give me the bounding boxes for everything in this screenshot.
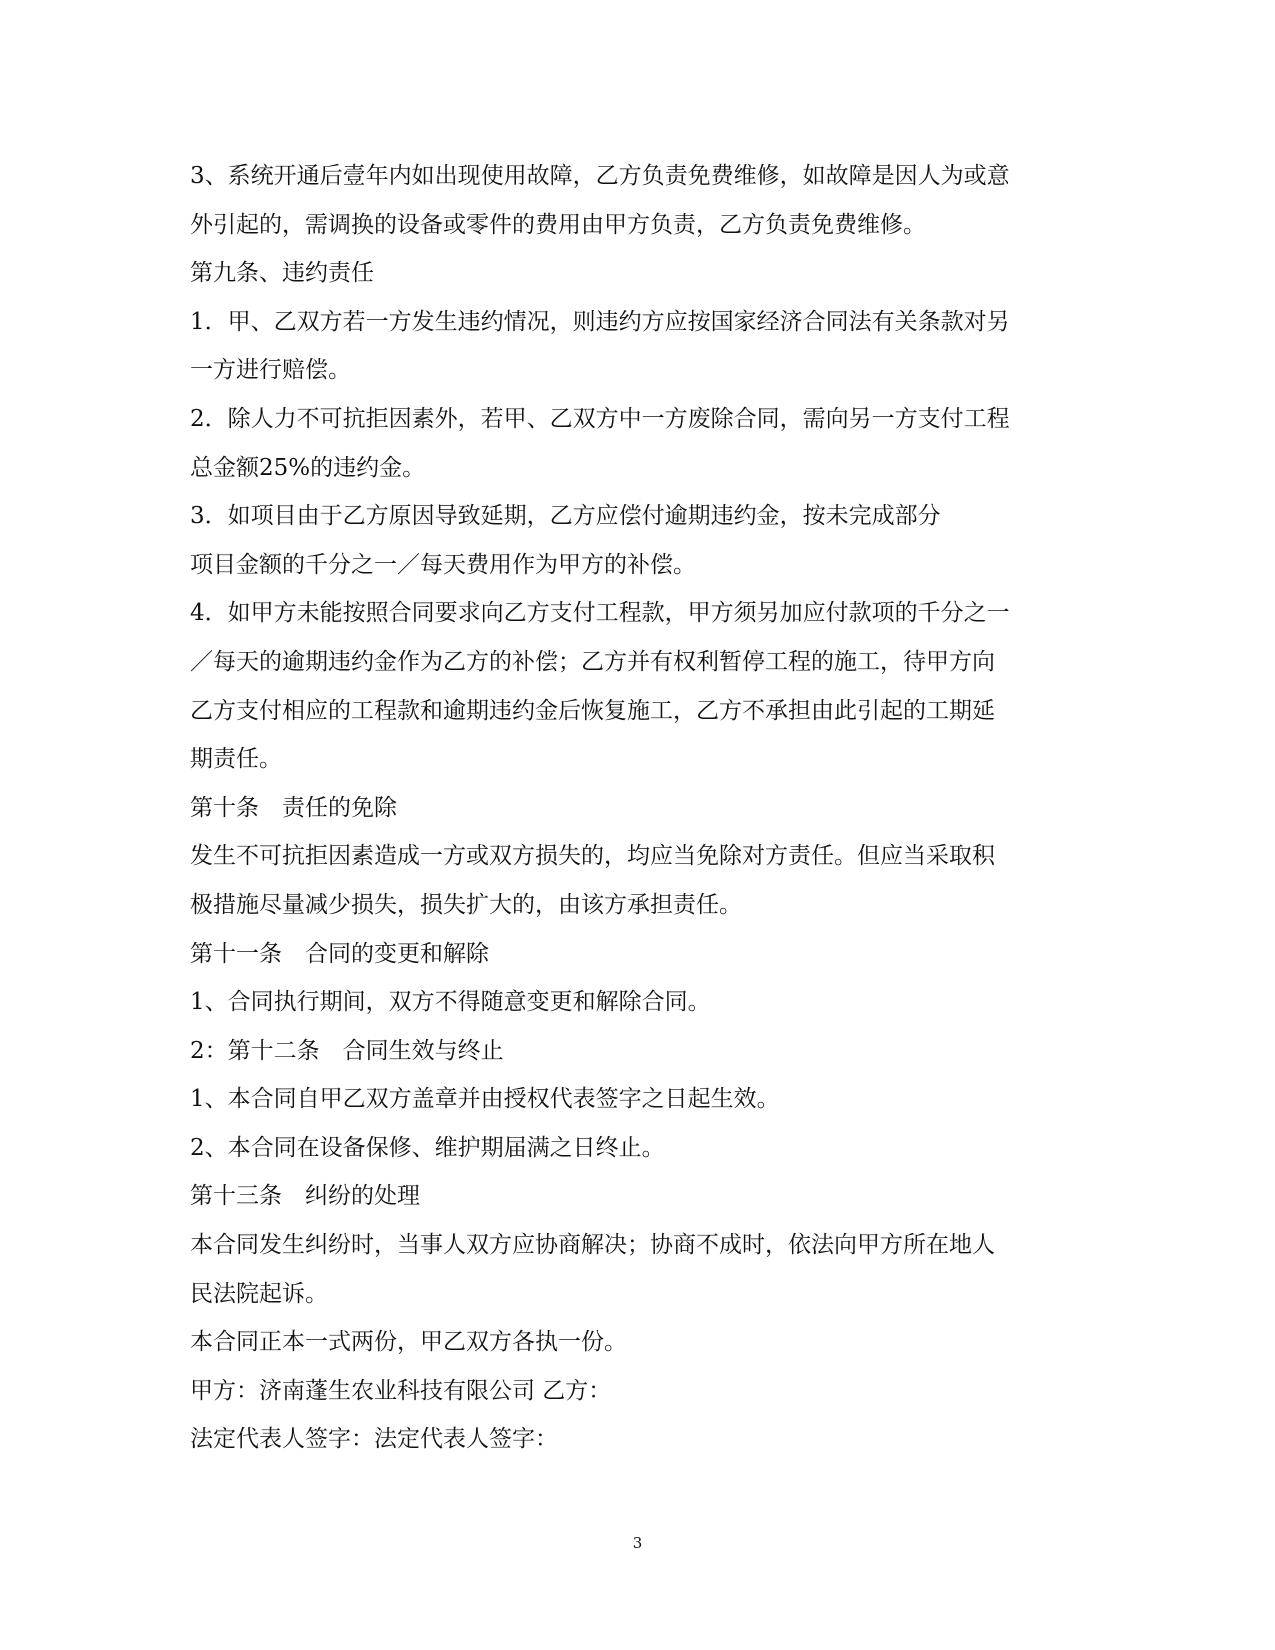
text-line: 期责任。 <box>190 746 282 773</box>
page-number: 3 <box>632 1534 643 1552</box>
text-line: 3、系统开通后壹年内如出现使用故障，乙方负责免费维修，如故障是因人为或意 <box>190 163 1010 189</box>
text-line: 1．甲、乙双方若一方发生违约情况，则违约方应按国家经济合同法有关条款对另 <box>190 308 1010 335</box>
section-heading-effect-termination: 2：第十二条 合同生效与终止 <box>190 1037 504 1064</box>
text-line: ／每天的逾期违约金作为乙方的补偿；乙方并有权利暂停工程的施工，待甲方向 <box>190 648 995 675</box>
text-line: 本合同发生纠纷时，当事人双方应协商解决；协商不成时，依法向甲方所在地人 <box>190 1232 995 1259</box>
text-line: 外引起的，需调换的设备或零件的费用由甲方负责，乙方负责免费维修。 <box>190 211 926 238</box>
representative-signature-line: 法定代表人签字：法定代表人签字： <box>190 1426 558 1453</box>
text-line: 3．如项目由于乙方原因导致延期，乙方应偿付逾期违约金，按未完成部分 <box>190 503 941 530</box>
contract-body-text <box>190 152 1080 1464</box>
text-line: 4．如甲方未能按照合同要求向乙方支付工程款，甲方须另加应付款项的千分之一 <box>190 600 1010 627</box>
text-line: 项目金额的千分之一／每天费用作为甲方的补偿。 <box>190 551 696 578</box>
text-line: 2．除人力不可抗拒因素外，若甲、乙双方中一方废除合同，需向另一方支付工程 <box>190 405 1010 432</box>
party-signature-line: 甲方：济南蓬生农业科技有限公司 乙方： <box>190 1377 612 1404</box>
text-line: 1、本合同自甲乙双方盖章并由授权代表签字之日起生效。 <box>190 1086 780 1113</box>
section-heading-exemption: 第十条 责任的免除 <box>190 794 397 821</box>
text-line: 1、合同执行期间，双方不得随意变更和解除合同。 <box>190 989 711 1016</box>
text-line: 乙方支付相应的工程款和逾期违约金后恢复施工，乙方不承担由此引起的工期延 <box>190 697 995 724</box>
text-line: 民法院起诉。 <box>190 1280 328 1307</box>
section-heading-breach-liability: 第九条、违约责任 <box>190 260 374 287</box>
text-line: 发生不可抗拒因素造成一方或双方损失的，均应当免除对方责任。但应当采取积 <box>190 843 995 870</box>
section-heading-change-termination: 第十一条 合同的变更和解除 <box>190 940 489 967</box>
text-line: 极措施尽量减少损失，损失扩大的，由该方承担责任。 <box>190 891 742 918</box>
text-line: 本合同正本一式两份，甲乙双方各执一份。 <box>190 1329 627 1356</box>
section-heading-dispute: 第十三条 纠纷的处理 <box>190 1183 420 1210</box>
text-line: 一方进行赔偿。 <box>190 357 351 384</box>
text-line: 总金额25%的违约金。 <box>190 454 426 481</box>
text-line: 2、本合同在设备保修、维护期届满之日终止。 <box>190 1134 665 1161</box>
